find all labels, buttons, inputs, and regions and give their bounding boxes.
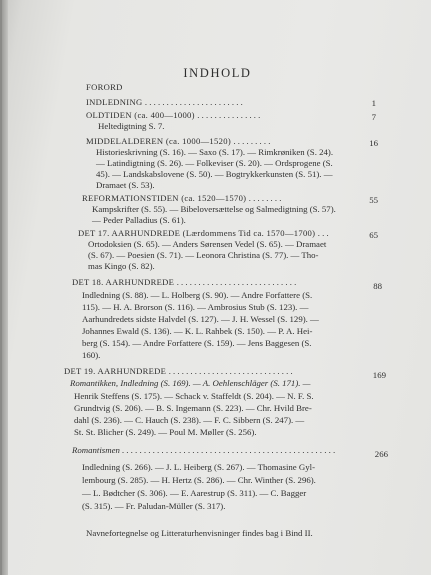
toc-subentry: Ortodoksien (S. 65). — Anders Sørensen Vedel (S. 65). — Dramaet xyxy=(88,239,327,249)
toc-subentry: Indledning (S. 88). — L. Holberg (S. 90). — Andre Forfattere (S. xyxy=(82,290,313,300)
toc-entry-romantismen: Romantismen ................................................. xyxy=(72,445,338,455)
leader-dots: ... xyxy=(317,228,331,238)
toc-subentry: berg (S. 154). — Andre Forfattere (S. 159). — Jens Baggesen (S. xyxy=(82,338,312,348)
toc-subentry: 160). xyxy=(82,350,101,360)
toc-page-number: 65 xyxy=(369,230,378,240)
toc-entry-18th-century: DET 18. AARHUNDREDE ............................ xyxy=(72,277,299,287)
toc-subentry: Grundtvig (S. 206). — B. S. Ingemann (S. 223). — Chr. Hvild Bre- xyxy=(74,403,312,413)
toc-page-number: 169 xyxy=(372,370,386,380)
toc-page-number: 7 xyxy=(371,112,376,122)
toc-entry-forord: FORORD xyxy=(86,82,123,92)
toc-subentry: mas Kingo (S. 82). xyxy=(88,261,155,271)
leader-dots: ............... xyxy=(197,110,263,120)
leader-dots: ........ xyxy=(248,193,284,203)
toc-subentry: (S. 315). — Fr. Paludan-Müller (S. 317). xyxy=(82,501,226,511)
toc-subentry: Indledning (S. 266). — J. L. Heiberg (S. 267). — Thomasine Gyl- xyxy=(82,462,316,472)
page-title: INDHOLD xyxy=(183,66,252,80)
leader-dots: ......... xyxy=(233,136,273,146)
footer-note: Navnefortegnelse og Litteraturhenvisninger findes bag i Bind II. xyxy=(86,528,313,538)
book-page xyxy=(2,0,431,575)
toc-subentry: 115). — H. A. Brorson (S. 116). — Ambrosius Stub (S. 123). — xyxy=(82,302,309,312)
toc-page-number: 1 xyxy=(371,98,376,108)
page-gutter-shadow xyxy=(2,0,8,575)
leader-dots: ............................. xyxy=(168,366,295,376)
toc-subentry: Heltedigtning S. 7. xyxy=(98,121,165,131)
toc-subentry: — L. Bødtcher (S. 306). — E. Aarestrup (S. 311). — C. Bagger xyxy=(82,488,307,498)
toc-page-number: 16 xyxy=(369,138,378,148)
toc-entry-17th-century: DET 17. AARHUNDREDE (Lærdommens Tid ca. 1570—1700) ... xyxy=(78,228,331,238)
toc-subentry: Romantikken, Indledning (S. 169). — A. Oehlenschläger (S. 171). — xyxy=(70,378,311,388)
toc-entry-indledning: INDLEDNING ....................... xyxy=(86,97,245,107)
toc-subentry: lembourg (S. 285). — H. Hertz (S. 286). — Chr. Winther (S. 296). xyxy=(82,475,316,485)
toc-entry-oldtiden: OLDTIDEN (ca. 400—1000) ............... xyxy=(86,110,263,120)
toc-subentry: dahl (S. 236). — C. Hauch (S. 238). — F. C. Sibbern (S. 247). — xyxy=(74,415,305,425)
toc-subentry: Aarhundredets sidste Halvdel (S. 127). — J. H. Wessel (S. 129). — xyxy=(82,314,319,324)
toc-entry-19th-century: DET 19. AARHUNDREDE ............................. xyxy=(64,366,295,376)
toc-subentry: — Peder Palladius (S. 61). xyxy=(92,215,186,225)
toc-subentry: 45). — Landskabslovene (S. 50). — Bogtrykkerkunsten (S. 51). — xyxy=(96,169,333,179)
leader-dots: ....................... xyxy=(144,97,245,107)
leader-dots: ................................................. xyxy=(122,445,338,455)
toc-subentry: Dramaet (S. 53). xyxy=(96,180,155,190)
toc-entry-middelalderen: MIDDELALDEREN (ca. 1000—1520) ......... xyxy=(86,136,273,146)
toc-subentry: Kampskrifter (S. 55). — Bibeloversættelse og Salmedigtning (S. 57). xyxy=(92,204,336,214)
toc-subentry: Historieskrivning (S. 16). — Saxo (S. 17). — Rimkrøniken (S. 24). xyxy=(96,147,334,157)
leader-dots: ............................ xyxy=(176,277,299,287)
toc-page-number: 55 xyxy=(369,195,378,205)
toc-subentry: Henrik Steffens (S. 175). — Schack v. Staffeldt (S. 204). — N. F. S. xyxy=(74,391,314,401)
toc-subentry: Johannes Ewald (S. 136). — K. L. Rahbek (S. 150). — P. A. Hei- xyxy=(82,326,313,336)
toc-page-number: 266 xyxy=(374,449,388,459)
toc-subentry: St. St. Blicher (S. 249). — Poul M. Møller (S. 256). xyxy=(74,427,257,437)
toc-subentry: (S. 67). — Poesien (S. 71). — Leonora Christina (S. 77). — Tho- xyxy=(88,250,319,260)
toc-subentry: — Latindigtning (S. 26). — Folkeviser (S. 20). — Ordsprogene (S. xyxy=(96,158,333,168)
toc-entry-reformationstiden: REFORMATIONSTIDEN (ca. 1520—1570) ........ xyxy=(82,193,284,203)
toc-page-number: 88 xyxy=(373,281,382,291)
